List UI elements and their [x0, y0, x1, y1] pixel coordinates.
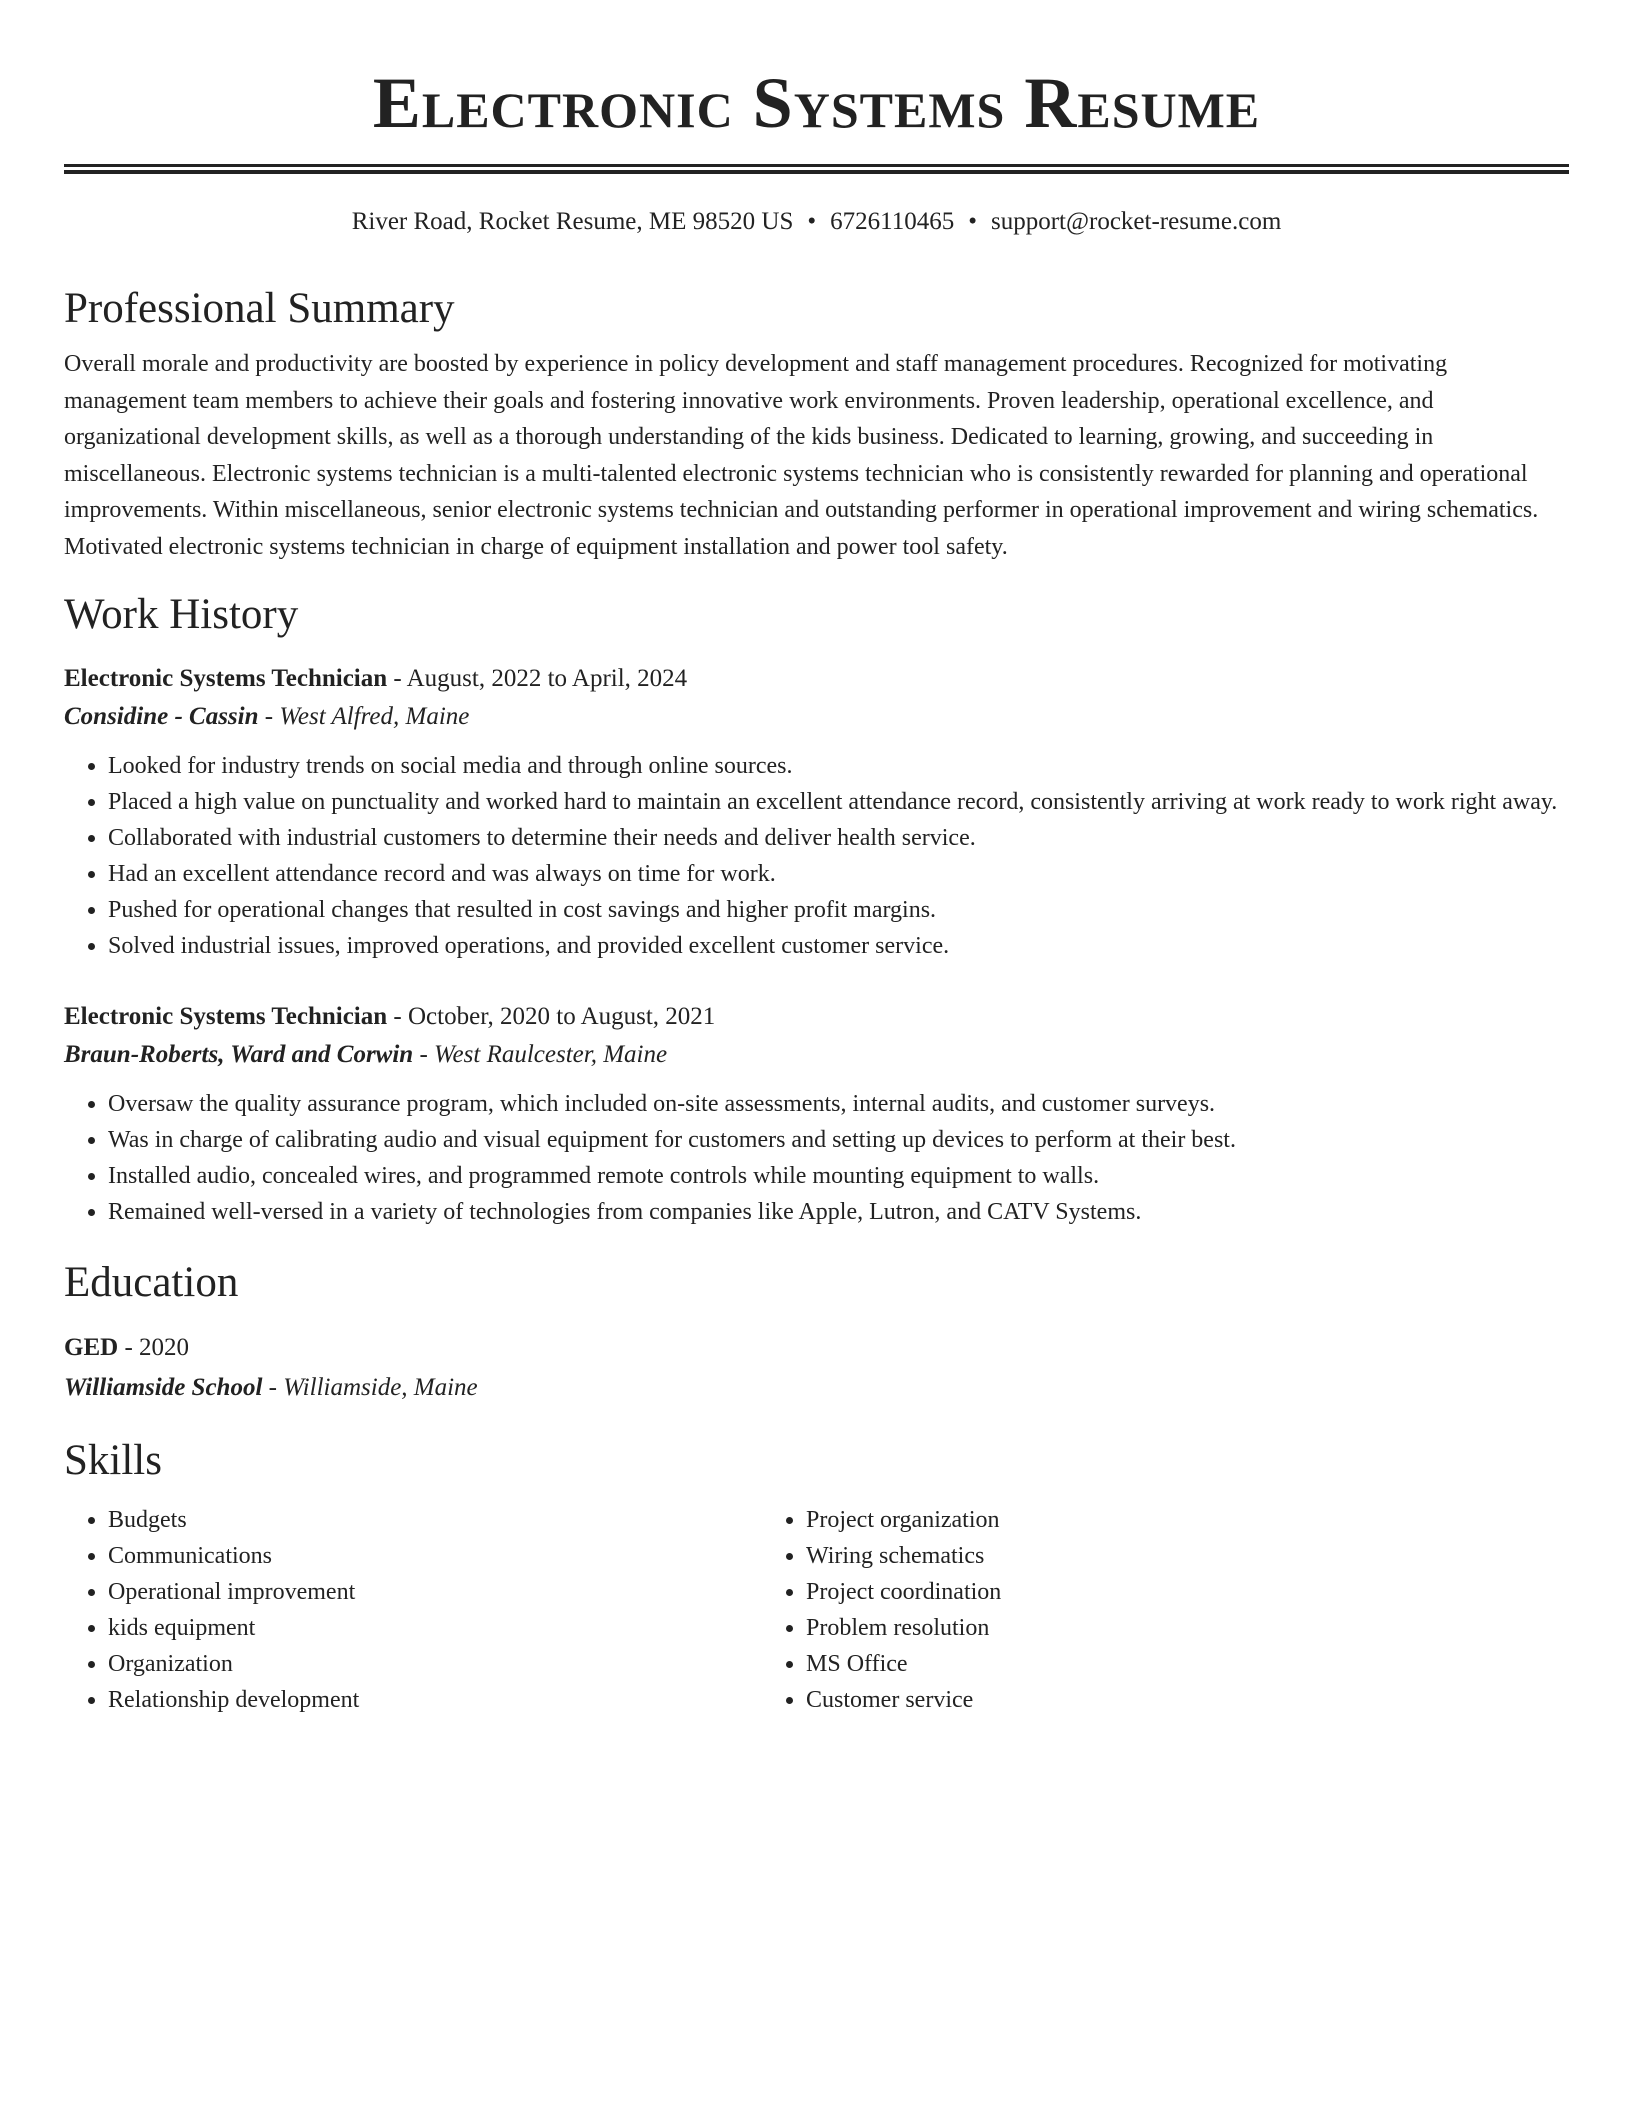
job-duties-list: [64, 748, 1569, 964]
job-duty: • Solved industrial issues, improved operations, and provided excellent customer service.: [108, 928, 1569, 964]
skill-item: • Communications: [108, 1538, 762, 1574]
job-duty: • Placed a high value on punctuality and worked hard to maintain an excellent attendance record, consistently arriving at work ready to work right away.: [108, 784, 1569, 820]
skill-item: • Relationship development: [108, 1682, 762, 1718]
skill-item: • Problem resolution: [806, 1610, 1569, 1646]
education-entry: [64, 1328, 1569, 1408]
work-history-heading: Work History: [64, 590, 299, 638]
contact-separator: •: [968, 208, 977, 235]
job-location: - West Alfred, Maine: [264, 702, 470, 730]
skills-list-left: [64, 1502, 762, 1718]
job-duty: • Remained well-versed in a variety of technologies from companies like Apple, Lutron, and CATV Systems.: [108, 1194, 1569, 1230]
job-duty: • Pushed for operational changes that resulted in cost savings and higher profit margins.: [108, 892, 1569, 928]
job-entry: [64, 660, 1569, 964]
skill-item: • Wiring schematics: [806, 1538, 1569, 1574]
skill-item: • Organization: [108, 1646, 762, 1682]
contact-phone: 6726110465: [830, 208, 955, 235]
skill-item: • Project organization: [806, 1502, 1569, 1538]
job-company: Considine - Cassin: [64, 702, 259, 730]
job-company-line: [64, 698, 1569, 736]
job-title: Electronic Systems Technician: [64, 664, 388, 692]
school-line: [64, 1368, 1569, 1408]
job-duty: • Collaborated with industrial customers to determine their needs and deliver health service.: [108, 820, 1569, 856]
skill-item: • Operational improvement: [108, 1574, 762, 1610]
skills-list-right: [762, 1502, 1569, 1718]
resume-page: [64, 0, 1569, 1718]
skill-item: • Budgets: [108, 1502, 762, 1538]
skill-item: • kids equipment: [108, 1610, 762, 1646]
skill-item: • Customer service: [806, 1682, 1569, 1718]
job-duty: • Was in charge of calibrating audio and visual equipment for customers and setting up devices to perform at their best.: [108, 1122, 1569, 1158]
contact-address: River Road, Rocket Resume, ME 98520 US: [351, 208, 794, 235]
summary-text: Overall morale and productivity are boosted by experience in policy development and staff management procedures. Recognized for motivating management team members to achieve their goals and fostering innovative work environments. Proven leadership, operational excellence, and organizational development skills, as well as a thorough understanding of the kids business. Dedicated to learning, growing, and succeeding in miscellaneous. Electronic systems technician is a multi-talented electronic systems technician who is consistently rewarded for planning and operational improvements. Within miscellaneous, senior electronic systems technician and outstanding performer in operational improvement and wiring schematics. Motivated electronic systems technician in charge of equipment installation and power tool safety.: [64, 351, 1539, 560]
job-entry: [64, 998, 1569, 1230]
degree-year: - 2020: [124, 1333, 190, 1361]
job-dates: - October, 2020 to August, 2021: [393, 1002, 716, 1030]
job-dates: - August, 2022 to April, 2024: [393, 664, 688, 692]
job-title-line: [64, 660, 1569, 698]
job-location: - West Raulcester, Maine: [419, 1040, 668, 1068]
skills-columns: [64, 1502, 1569, 1718]
contact-email: support@rocket-resume.com: [990, 208, 1282, 235]
job-duty: • Oversaw the quality assurance program, which included on-site assessments, internal audits, and customer surveys.: [108, 1086, 1569, 1122]
education-heading: Education: [64, 1258, 239, 1306]
job-duty: • Looked for industry trends on social media and through online sources.: [108, 748, 1569, 784]
skill-item: • MS Office: [806, 1646, 1569, 1682]
skills-heading: Skills: [64, 1436, 162, 1484]
job-company: Braun-Roberts, Ward and Corwin: [64, 1040, 414, 1068]
contact-separator: •: [807, 208, 817, 235]
job-company-line: [64, 1036, 1569, 1074]
summary-heading: Professional Summary: [64, 285, 455, 332]
resume-title: Electronic Systems Resume: [372, 63, 1261, 143]
job-duty: • Installed audio, concealed wires, and programmed remote controls while mounting equipment to walls.: [108, 1158, 1569, 1194]
contact-line: [64, 204, 1569, 240]
job-duty: • Had an excellent attendance record and was always on time for work.: [108, 856, 1569, 892]
job-duties-list: [64, 1086, 1569, 1230]
degree-line: [64, 1328, 1569, 1368]
school-location: - Williamside, Maine: [268, 1373, 478, 1401]
job-title: Electronic Systems Technician: [64, 1002, 388, 1030]
school-name: Williamside School: [64, 1373, 263, 1401]
degree: GED: [64, 1333, 119, 1361]
skill-item: • Project coordination: [806, 1574, 1569, 1610]
title-double-rule: [64, 164, 1569, 174]
job-title-line: [64, 998, 1569, 1036]
